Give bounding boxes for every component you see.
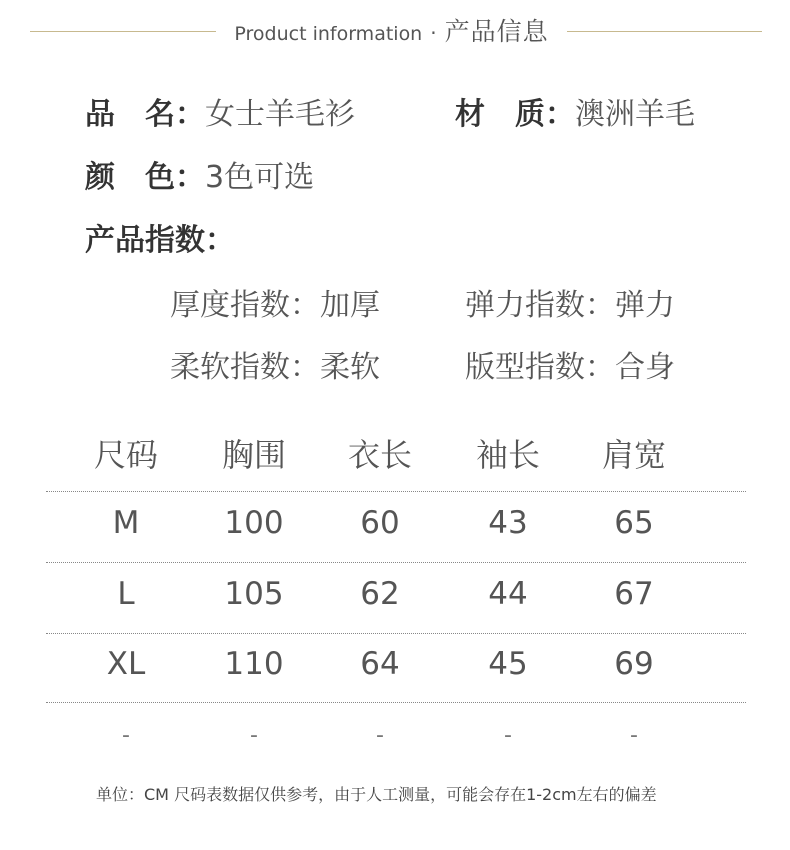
table-cell: 69 (614, 646, 654, 682)
fit-label: 版型指数： (465, 350, 615, 385)
title-separator-dot: · (430, 21, 437, 45)
table-cell: 105 (224, 576, 284, 612)
softness-value: 柔软 (320, 350, 380, 385)
table-cell: 60 (360, 505, 400, 541)
material-value: 澳洲羊毛 (575, 97, 695, 132)
table-cell: 62 (360, 576, 400, 612)
size-table-header (46, 428, 746, 498)
color-label: 颜 色： (85, 160, 205, 195)
elastic-label: 弹力指数： (465, 288, 615, 323)
table-cell: - (122, 723, 130, 748)
product-name-value: 女士羊毛衫 (205, 97, 355, 132)
material-label: 材 质： (455, 97, 575, 132)
table-row (46, 633, 746, 703)
fit-index (465, 348, 675, 388)
table-row (46, 492, 746, 562)
table-row (46, 705, 746, 775)
table-cell: 65 (614, 505, 654, 541)
section-title-en: Product information (234, 23, 423, 45)
table-cell: 43 (488, 505, 528, 541)
table-row (46, 563, 746, 633)
thickness-index (170, 286, 380, 326)
table-cell: XL (106, 646, 146, 682)
table-cell: 45 (488, 646, 528, 682)
softness-index (170, 348, 380, 388)
color-value: 3色可选 (205, 160, 315, 195)
table-cell: - (630, 723, 638, 748)
header-shoulder: 肩宽 (601, 436, 666, 474)
table-cell: - (504, 723, 512, 748)
table-cell: M (112, 505, 140, 541)
softness-label: 柔软指数： (170, 350, 320, 385)
section-header (0, 18, 790, 58)
index-heading: 产品指数： (85, 223, 235, 258)
elastic-value: 弹力 (615, 288, 675, 323)
table-cell: 100 (224, 505, 284, 541)
elastic-index (465, 286, 675, 326)
table-cell: 67 (614, 576, 654, 612)
fit-value: 合身 (615, 350, 675, 385)
table-cell: 64 (360, 646, 400, 682)
table-cell: 110 (224, 646, 284, 682)
table-cell: L (117, 576, 135, 612)
header-rule-right (567, 31, 762, 32)
size-note: 单位：CM 尺码表数据仅供参考，由于人工测量，可能会存在1-2cm左右的偏差 (96, 785, 657, 804)
product-name-row (85, 95, 355, 135)
table-cell: - (376, 723, 384, 748)
size-table (46, 428, 746, 778)
index-heading-row (85, 221, 235, 261)
table-cell: 44 (488, 576, 528, 612)
thickness-label: 厚度指数： (170, 288, 320, 323)
header-size: 尺码 (93, 436, 158, 474)
section-title (216, 18, 567, 48)
material-row (455, 95, 695, 135)
row-divider (46, 702, 746, 703)
product-name-label: 品 名： (85, 97, 205, 132)
table-cell: - (250, 723, 258, 748)
thickness-value: 加厚 (320, 288, 380, 323)
header-sleeve: 袖长 (475, 436, 540, 474)
header-rule-left (30, 31, 216, 32)
header-chest: 胸围 (221, 436, 286, 474)
color-row (85, 158, 314, 198)
header-length: 衣长 (347, 436, 412, 474)
section-title-zh: 产品信息 (444, 17, 549, 46)
